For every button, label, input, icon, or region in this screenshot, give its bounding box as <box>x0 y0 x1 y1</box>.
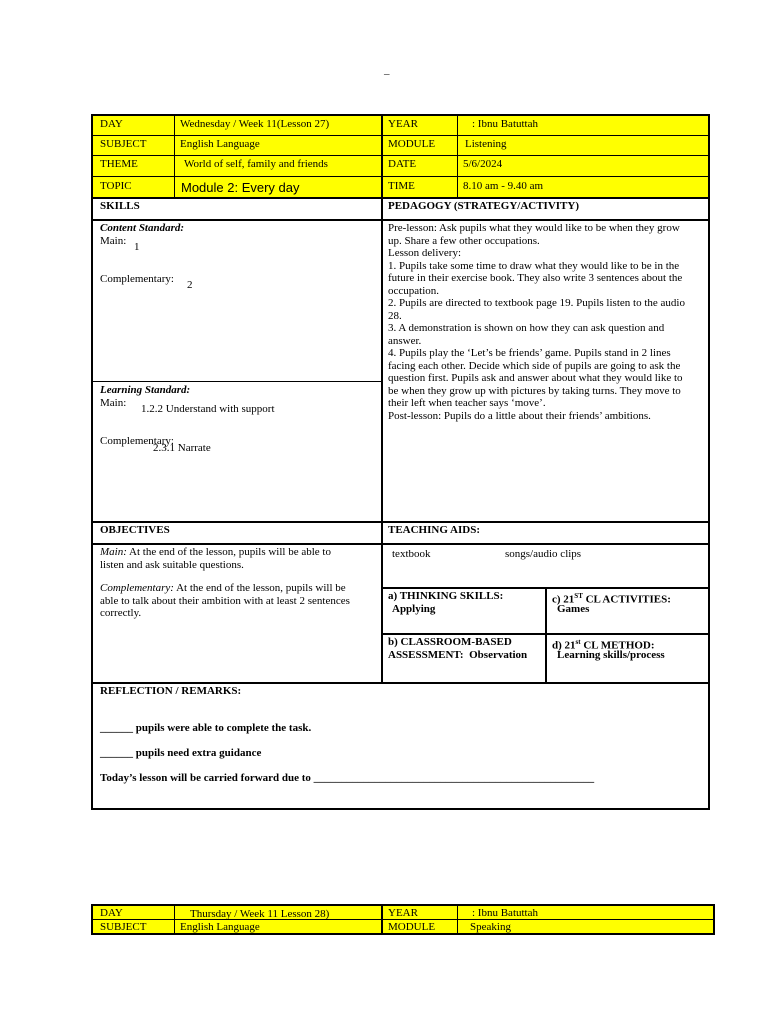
objectives-comp-line: At the end of the lesson, pupils will be <box>173 582 346 594</box>
skills-heading: SKILLS <box>100 200 140 212</box>
objectives-comp-label: Complementary: <box>100 582 174 594</box>
teaching-aids-heading: TEACHING AIDS: <box>388 524 480 536</box>
pedagogy-line: Lesson delivery: <box>388 247 462 259</box>
subject-label: SUBJECT <box>100 138 147 150</box>
pedagogy-line: up. Share a few other occupations. <box>388 234 540 247</box>
plan2-subject-label: SUBJECT <box>100 921 147 933</box>
pedagogy-line: facing each other. Decide which side of pupils are going to ask the <box>388 359 681 372</box>
objectives-main-line: At the end of the lesson, pupils will be able to <box>126 546 331 558</box>
content-main-label: Main: <box>100 235 127 247</box>
cl-activities-value: Games <box>557 603 590 615</box>
assessment-heading: b) CLASSROOM-BASED <box>388 636 512 648</box>
pedagogy-line: answer. <box>388 334 422 347</box>
theme-label: THEME <box>100 158 138 170</box>
reflection-line: Today’s lesson will be carried forward due to ___________________________________________________ <box>100 772 595 784</box>
date-label: DATE <box>388 158 417 170</box>
learning-comp-value: 2.3.1 Narrate <box>153 442 211 454</box>
objectives-comp-line: correctly. <box>100 607 142 619</box>
plan2-module-label: MODULE <box>388 921 436 933</box>
objectives-comp-line: able to talk about their ambition with at least 2 sentences <box>100 594 350 607</box>
plan2-module-value: Speaking <box>470 921 511 933</box>
pedagogy-line: Post-lesson: Pupils do a little about their friends’ ambitions. <box>388 409 651 422</box>
topic-label: TOPIC <box>100 180 132 192</box>
module-value: Listening <box>465 138 507 150</box>
pedagogy-line: question first. Pupils ask and answer about what they would like to <box>388 372 683 384</box>
pedagogy-line: Pre-lesson: Ask pupils what they would like to be when they grow <box>388 222 680 234</box>
time-value: 8.10 am - 9.40 am <box>463 180 544 192</box>
reflection-line: ______ pupils were able to complete the task. <box>100 722 312 734</box>
objectives-main-label: Main: <box>100 546 127 558</box>
plan2-year-value: : Ibnu Batuttah <box>472 907 538 919</box>
topic-value: Module 2: Every day <box>181 180 300 195</box>
cl-method-value: Learning skills/process <box>557 649 665 661</box>
thinking-skills-value: Applying <box>392 603 436 615</box>
pedagogy-line: 28. <box>388 309 402 322</box>
reflection-heading: REFLECTION / REMARKS: <box>100 685 242 697</box>
objectives-main-line: listen and ask suitable questions. <box>100 558 244 571</box>
day-label: DAY <box>100 118 123 130</box>
content-comp-label: Complementary: <box>100 273 174 285</box>
content-main-value: 1 <box>134 241 140 253</box>
pedagogy-line: 3. A demonstration is shown on how they can ask question and <box>388 322 665 334</box>
teaching-aid-item: songs/audio clips <box>505 548 582 560</box>
teaching-aid-item: textbook <box>392 548 431 560</box>
subject-value: English Language <box>180 138 260 150</box>
pedagogy-line: future in their exercise book. They also write 3 sentences about the <box>388 272 683 284</box>
objectives-text <box>100 546 376 620</box>
learning-main-value: 1.2.2 Understand with support <box>141 403 275 415</box>
pedagogy-line: be when they grow up with pictures by taking turns. They move to <box>388 384 681 397</box>
pedagogy-line: their left when teacher says ‘move’. <box>388 397 546 409</box>
cl-method-heading: d) 21st CL METHOD: <box>552 638 655 652</box>
pedagogy-line: 2. Pupils are directed to textbook page 19. Pupils listen to the audio <box>388 297 685 309</box>
learning-main-label: Main: <box>100 397 127 409</box>
date-value: 5/6/2024 <box>463 158 503 170</box>
pedagogy-line: 1. Pupils take some time to draw what they would like to be in the <box>388 259 680 272</box>
plan2-day-label: DAY <box>100 907 123 919</box>
page-mark: – <box>384 68 390 80</box>
objectives-heading: OBJECTIVES <box>100 524 170 536</box>
pedagogy-heading: PEDAGOGY (STRATEGY/ACTIVITY) <box>388 200 579 212</box>
day-value: Wednesday / Week 11(Lesson 27) <box>180 118 330 130</box>
content-standard-heading: Content Standard: <box>100 222 185 234</box>
assessment-value: Observation <box>469 649 528 661</box>
module-label: MODULE <box>388 138 436 150</box>
year-value: : Ibnu Batuttah <box>472 118 538 130</box>
learning-standard-heading: Learning Standard: <box>100 384 191 396</box>
plan2-subject-value: English Language <box>180 921 260 933</box>
plan2-day-value: Thursday / Week 11 Lesson 28) <box>190 908 330 920</box>
pedagogy-text <box>388 222 706 422</box>
assessment-line: ASSESSMENT: Observation <box>388 649 528 661</box>
learning-comp-label: Complementary: <box>100 435 174 447</box>
pedagogy-line: 4. Pupils play the ‘Let’s be friends’ game. Pupils stand in 2 lines <box>388 347 671 359</box>
pedagogy-line: occupation. <box>388 284 440 297</box>
time-label: TIME <box>388 180 415 192</box>
plan2-year-label: YEAR <box>388 907 418 919</box>
reflection-line: ______ pupils need extra guidance <box>100 747 262 759</box>
thinking-skills-heading: a) THINKING SKILLS: <box>388 590 504 602</box>
year-label: YEAR <box>388 118 418 130</box>
theme-value: World of self, family and friends <box>184 158 328 170</box>
content-comp-value: 2 <box>187 279 193 291</box>
cl-activities-heading: c) 21ST CL ACTIVITIES: <box>552 592 671 606</box>
